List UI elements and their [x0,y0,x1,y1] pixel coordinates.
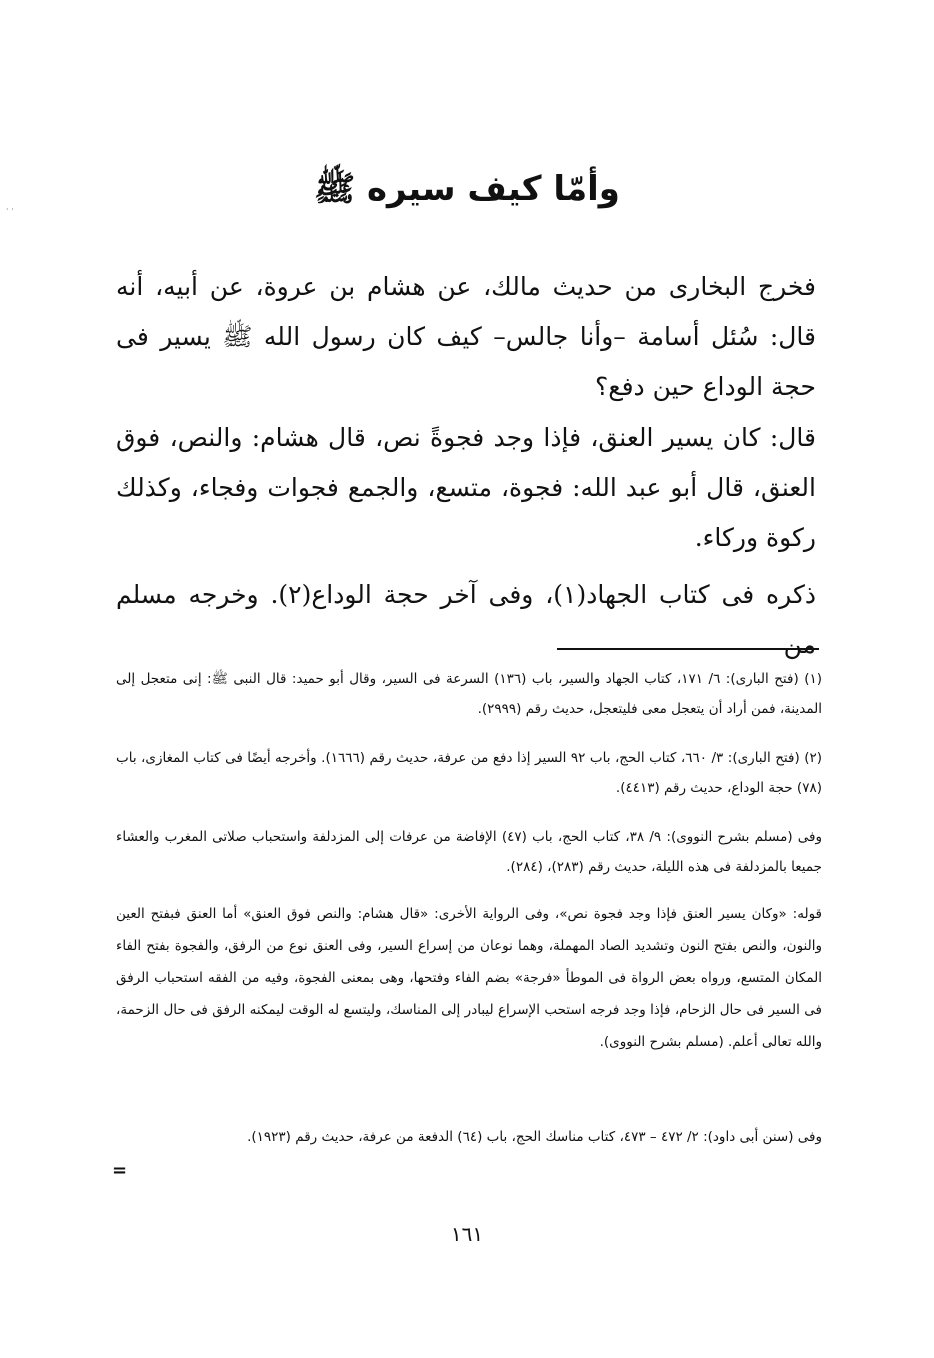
footnote-commentary: قوله: «وكان يسير العنق فإذا وجد فجوة نص»، وفى الرواية الأخرى: «قال هشام: والنص فوق العنق» أما العنق فبفتح العين والنون، والنص بفتح النون وتشديد الصاد المهملة، وهما نوعان من إسراع السير، وفى العنق نوع من الرفق، والفجوة بفتح الفاء المكان المتسع، ورواه بعض الرواة فى الموطأ «فرجة» بضم الفاء وفتحها، وهى بمعنى الفجوة، وفيه من الفقه استحباب الرفق فى السير فى حال الزحام، فإذا وجد فرجه استحب الإسراع ليبادر إلى المناسك، وليتسع له الوقت ليمكنه الرفق فى حال الزحمة، والله تعالى أعلم. (مسلم بشرح النووى). [116,906,822,1050]
footnote-separator [557,648,819,650]
footnote-3: وفى (مسلم بشرح النووى): ٩/ ٣٨، كتاب الحج، باب (٤٧) الإفاضة من عرفات إلى المزدلفة واستحباب صلاتى المغرب والعشاء جميعا بالمزدلفة فى هذه الليلة، حديث رقم (٢٨٣)، (٢٨٤). [116,829,823,875]
page-title: وأمّا كيف سيره ﷺ [314,169,620,209]
page-number: ١٦١ [450,1222,484,1246]
footnote-5: وفى (سنن أبى داود): ٢/ ٤٧٢ – ٤٧٣، كتاب مناسك الحج، باب (٦٤) الدفعة من عرفة، حديث رقم (١٩٢٣). [247,1129,822,1145]
body-paragraph-3: ذكره فى كتاب الجهاد(١)، وفى آخر حجة الوداع(٢). وخرجه مسلم من [116,580,816,659]
continuation-mark: = [112,1160,128,1181]
body-paragraph-1: فخرج البخارى من حديث مالك، عن هشام بن عروة، عن أبيه، أنه قال: سُئل أسامة –وأنا جالس– كيف كان رسول الله ﷺ يسير فى حجة الوداع حين دفع؟ [116,272,816,401]
footnote-1: (١) (فتح البارى): ٦/ ١٧١، كتاب الجهاد والسير، باب (١٣٦) السرعة فى السير، وقال أبو حميد: قال النبى ﷺ: إنى متعجل إلى المدينة، فمن أراد أن يتعجل معى فليتعجل، حديث رقم (٢٩٩٩). [116,671,823,717]
footnote-2: (٢) (فتح البارى): ٣/ ٦٦٠، كتاب الحج، باب ٩٢ السير إذا دفع من عرفة، حديث رقم (١٦٦٦). وأخرجه أيضًا فى كتاب المغازى، باب (٧٨) حجة الوداع، حديث رقم (٤٤١٣). [116,750,823,796]
margin-speck: · · [6,205,14,214]
body-paragraph-2: قال: كان يسير العنق، فإذا وجد فجوةً نص، قال هشام: والنص، فوق العنق، قال أبو عبد الله: فجوة، متسع، والجمع فجوات وفجاء، وكذلك ركوة وركاء. [116,423,816,552]
